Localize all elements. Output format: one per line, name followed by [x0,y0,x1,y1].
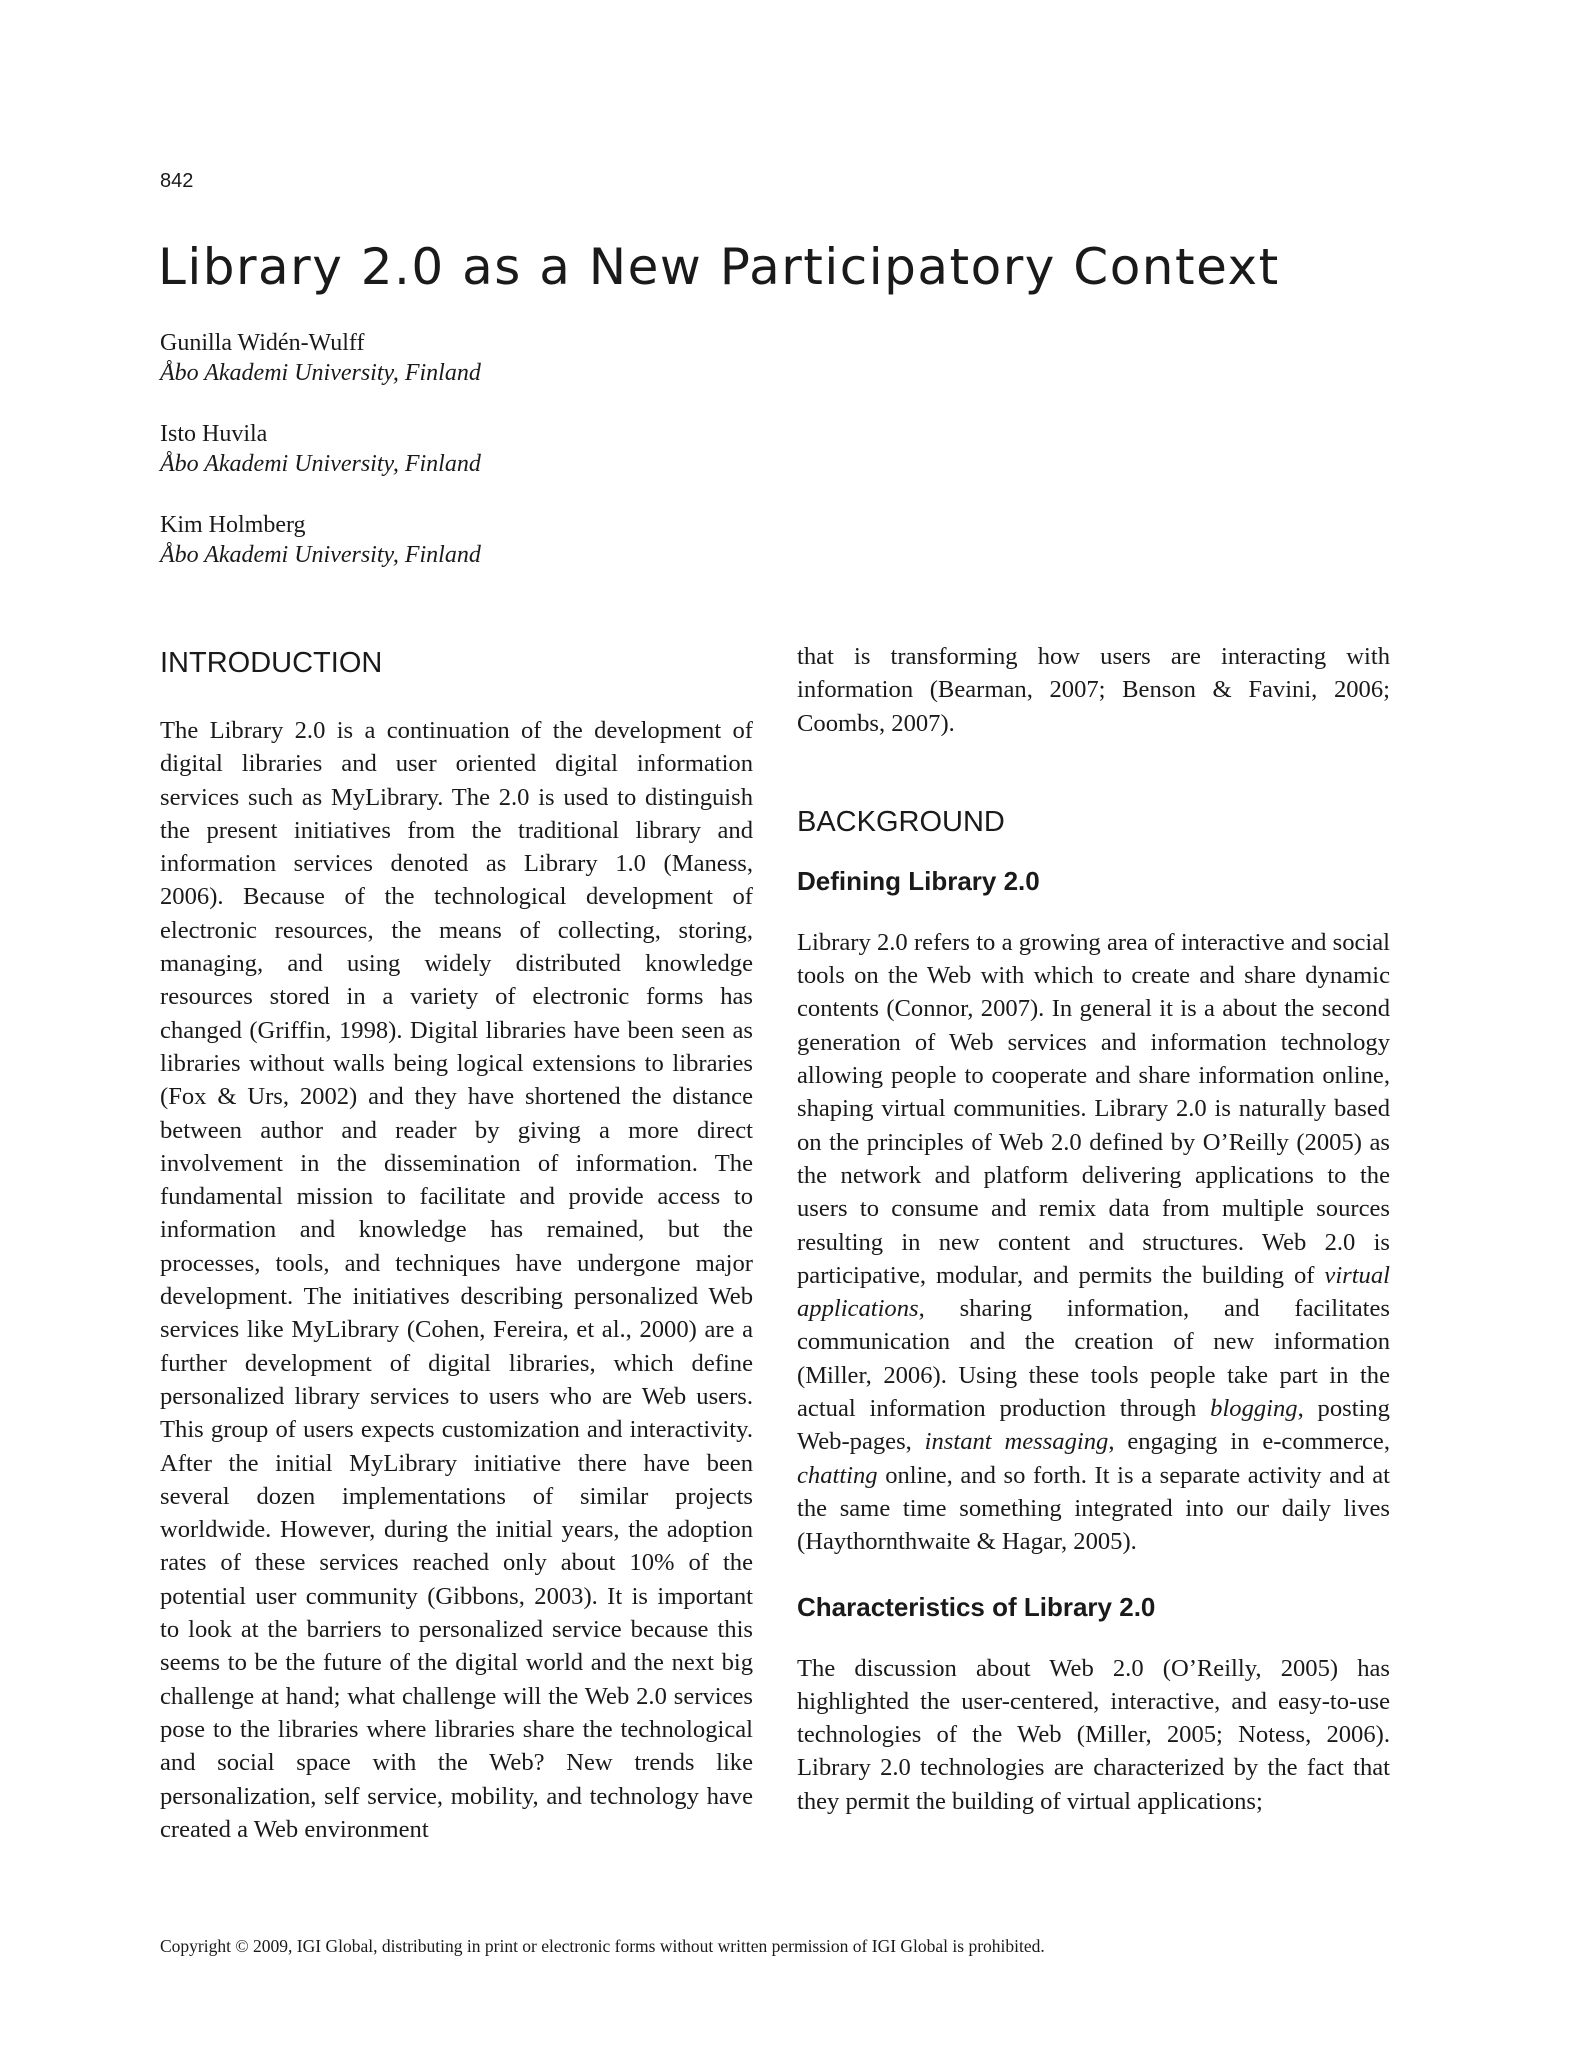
author-name: Kim Holmberg [160,512,306,538]
emphasis-virtual-applications: virtual applications [797,1261,1390,1323]
left-column [160,645,753,1846]
text-run: , engaging in e-commerce, [1108,1428,1390,1456]
author-name: Isto Huvila [160,421,268,447]
background-heading: BACKGROUND [797,805,1005,838]
author-block [160,328,481,388]
right-column [797,640,1390,1818]
defining-library-heading: Defining Library 2.0 [797,865,1040,896]
emphasis-instant-messaging: instant messaging [924,1428,1109,1456]
copyright-footer: Copyright © 2009, IGI Global, distributing in print or electronic forms without written permission of IGI Global is prohibited. [160,1936,1045,1956]
defining-library-paragraph [797,926,1390,1559]
author-affiliation: Åbo Akademi University, Finland [160,542,481,568]
author-block [160,419,481,479]
characteristics-heading: Characteristics of Library 2.0 [797,1591,1156,1622]
text-run: online, and so forth. It is a separate activity and at the same time something integrated into our daily lives (Haythornthwaite & Hagar, 2005). [797,1461,1390,1556]
text-run: , sharing information, and facilitates communication and the creation of new information (Miller, 2006). Using these tools people take part in the actual information production through [797,1295,1390,1423]
emphasis-blogging: blogging [1210,1395,1298,1423]
characteristics-paragraph: The discussion about Web 2.0 (O’Reilly, 2005) has highlighted the user-centered, interactive, and easy-to-use technologies of the Web (Miller, 2005; Notess, 2006). Library 2.0 technologies are characterized by the fact that they permit the building of virtual applications; [797,1654,1390,1815]
author-affiliation: Åbo Akademi University, Finland [160,451,481,477]
page-number: 842 [160,170,194,192]
introduction-heading: INTRODUCTION [160,647,383,679]
emphasis-chatting: chatting [797,1461,878,1489]
text-run: Library 2.0 refers to a growing area of interactive and social tools on the Web with which to create and share dynamic contents (Connor, 2007). In general it is a about the second generation of Web services and information technology allowing people to cooperate and share information online, shaping virtual communities. Library 2.0 is naturally based on the principles of Web 2.0 defined by O’Reilly (2005) as the network and platform delivering applications to the users to consume and remix data from multiple sources resulting in new content and structures. Web 2.0 is participative, modular, and permits the building of [797,928,1390,1289]
author-block [160,510,481,570]
author-affiliation: Åbo Akademi University, Finland [160,360,481,386]
introduction-paragraph: The Library 2.0 is a continuation of the development of digital libraries and user oriented digital information services such as MyLibrary. The 2.0 is used to distinguish the present initiatives from the traditional library and information services denoted as Library 1.0 (Maness, 2006). Because of the technological development of electronic resources, the means of collecting, storing, managing, and using widely distributed knowledge resources stored in a variety of electronic forms has changed (Griffin, 1998). Digital libraries have been seen as libraries without walls being logical extensions to libraries (Fox & Urs, 2002) and they have shortened the distance between author and reader by giving a more direct involvement in the dissemination of information. The fundamental mission to facilitate and provide access to information and knowledge has remained, but the processes, tools, and techniques have undergone major development. The initiatives describing personalized Web services like MyLibrary (Cohen, Fereira, et al., 2000) are a further development of digital libraries, which define personalized library services to users who are Web users. This group of users expects customization and interactivity. After the initial MyLibrary initiative there have been several dozen implementations of similar projects worldwide. However, during the initial years, the adoption rates of these services reached only about 10% of the potential user community (Gibbons, 2003). It is important to look at the barriers to personalized service because this seems to be the future of the digital world and the next big challenge at hand; what challenge will the Web 2.0 services pose to the libraries where libraries share the technological and social space with the Web? New trends like personalization, self service, mobility, and technology have created a Web environment [160,717,753,1843]
introduction-continuation: that is transforming how users are interacting with information (Bearman, 2007; Benson & Favini, 2006; Coombs, 2007). [797,643,1390,737]
text-run: , posting Web-pages, [797,1395,1390,1456]
author-list [160,328,481,601]
author-name: Gunilla Widén-Wulff [160,330,365,356]
paper-title: Library 2.0 as a New Participatory Context [158,238,1280,296]
